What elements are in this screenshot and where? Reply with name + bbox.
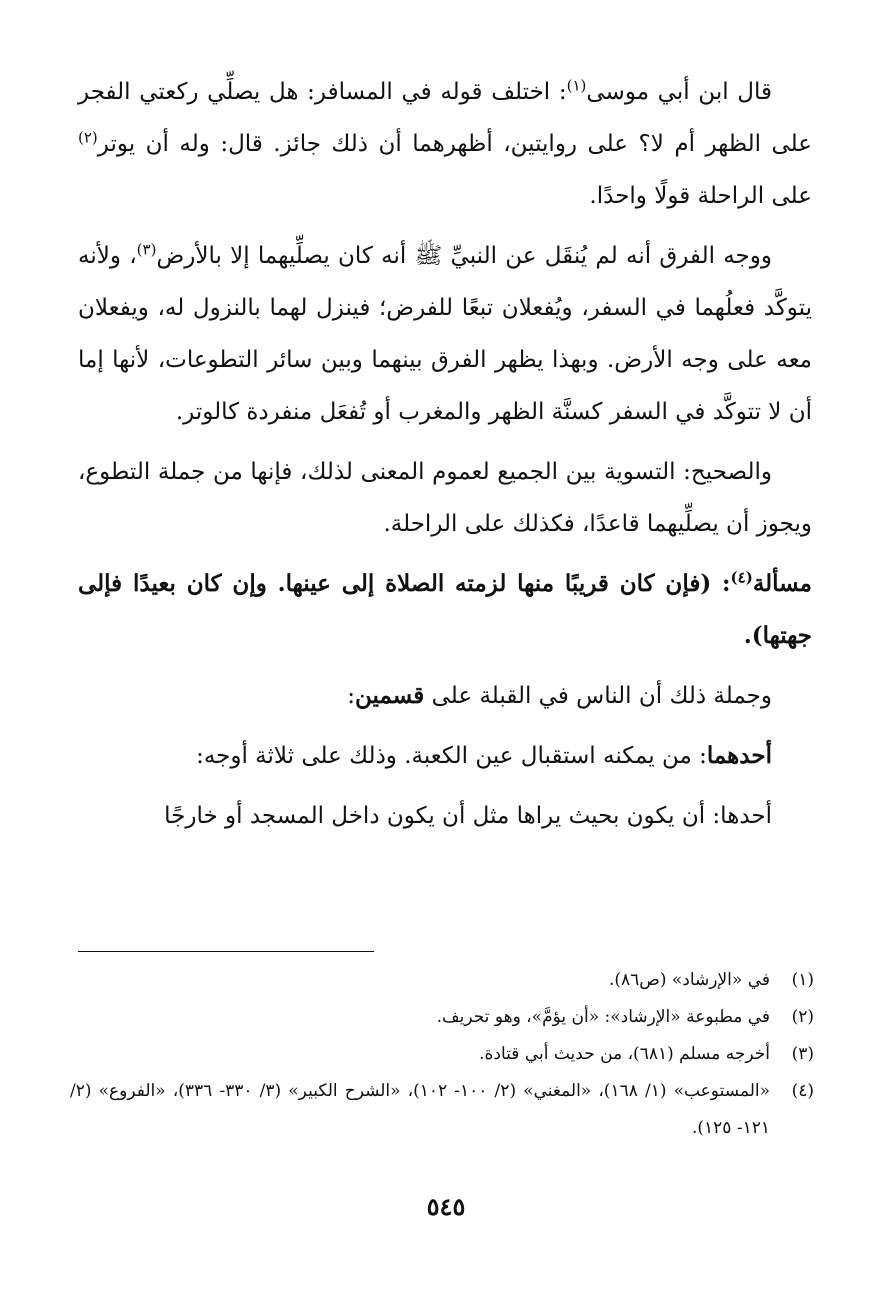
- footnote-3: [70, 1036, 814, 1073]
- footnote-1: [70, 962, 814, 999]
- footnote-text: أخرجه مسلم (٦٨١)، من حديث أبي قتادة.: [479, 1044, 770, 1064]
- page-number: ٥٤٥: [426, 1192, 466, 1221]
- paragraph-1: قال ابن أبي موسى$^{(١)}$: اختلف قوله في المسافر: هل يصلِّي ركعتي الفجر على الظهر أم لا؟ على روايتين، أظهرهما أن ذلك جائز. قال: وله أن يوتر$^{(٢)}$ على الراحلة قولًا واحدًا.: [78, 76, 812, 209]
- footnotes: [70, 962, 814, 1147]
- bold-term: قسمين: [355, 682, 425, 709]
- footnote-number: (٣): [791, 1044, 814, 1064]
- footnote-number: (١): [791, 970, 814, 990]
- footnote-ref-3[interactable]: (٣): [136, 240, 157, 259]
- footnote-ref-4[interactable]: (٤): [730, 568, 753, 587]
- bold-term: أحدهما: [706, 742, 772, 769]
- footnote-number: (٢): [791, 1007, 814, 1027]
- footnote-text: في مطبوعة «الإرشاد»: «أن يؤمَّ»، وهو تحريف.: [436, 1007, 770, 1027]
- paragraph-7: أحدها: أن يكون بحيث يراها مثل أن يكون داخل المسجد أو خارجًا: [164, 803, 772, 829]
- footnote-text: في «الإرشاد» (ص٨٦).: [608, 970, 770, 990]
- footnote-2: [70, 999, 814, 1036]
- footnote-text: «المستوعب» (١/ ١٦٨)، «المغني» (٢/ ١٠٠- ١٠٢)، «الشرح الكبير» (٣/ ٣٣٠- ٣٣٦)، «الفروع» (٢/ ١٢١- ١٢٥).: [70, 1081, 771, 1138]
- masala-heading: مسألة$^{(٤)}$: (فإن كان قريبًا منها لزمته الصلاة إلى عينها. وإن كان بعيدًا فإلى جهتها).: [78, 568, 812, 649]
- footnote-4: [70, 1073, 814, 1147]
- footnote-number: (٤): [791, 1081, 814, 1101]
- paragraph-5: وجملة ذلك أن الناس في القبلة على قسمين:: [347, 682, 772, 709]
- footnote-ref-1[interactable]: (١): [566, 76, 587, 95]
- paragraph-3: والصحيح: التسوية بين الجميع لعموم المعنى لذلك، فإنها من جملة التطوع، ويجوز أن يصلِّيهما قاعدًا، فكذلك على الراحلة.: [78, 459, 812, 537]
- footnote-separator: [78, 951, 374, 952]
- paragraph-2: ووجه الفرق أنه لم يُنقَل عن النبيِّ ﷺ أنه كان يصلِّيهما إلا بالأرض$^{(٣)}$، ولأنه يتوكَّد فعلُهما في السفر، ويُفعلان تبعًا للفرض؛ فينزل لهما بالنزول له، ويفعلان معه على وجه الأرض. وبهذا يظهر الفرق بينهما وبين سائر التطوعات، لأنها إما أن لا تتوكَّد في السفر كسنَّة الظهر والمغرب أو تُفعَل منفردة كالوتر.: [78, 240, 812, 425]
- footnote-ref-2[interactable]: (٢): [78, 128, 98, 147]
- paragraph-6: أحدهما: من يمكنه استقبال عين الكعبة. وذلك على ثلاثة أوجه:: [196, 742, 772, 769]
- main-text: [78, 66, 812, 842]
- masala-label: مسألة: [752, 570, 812, 597]
